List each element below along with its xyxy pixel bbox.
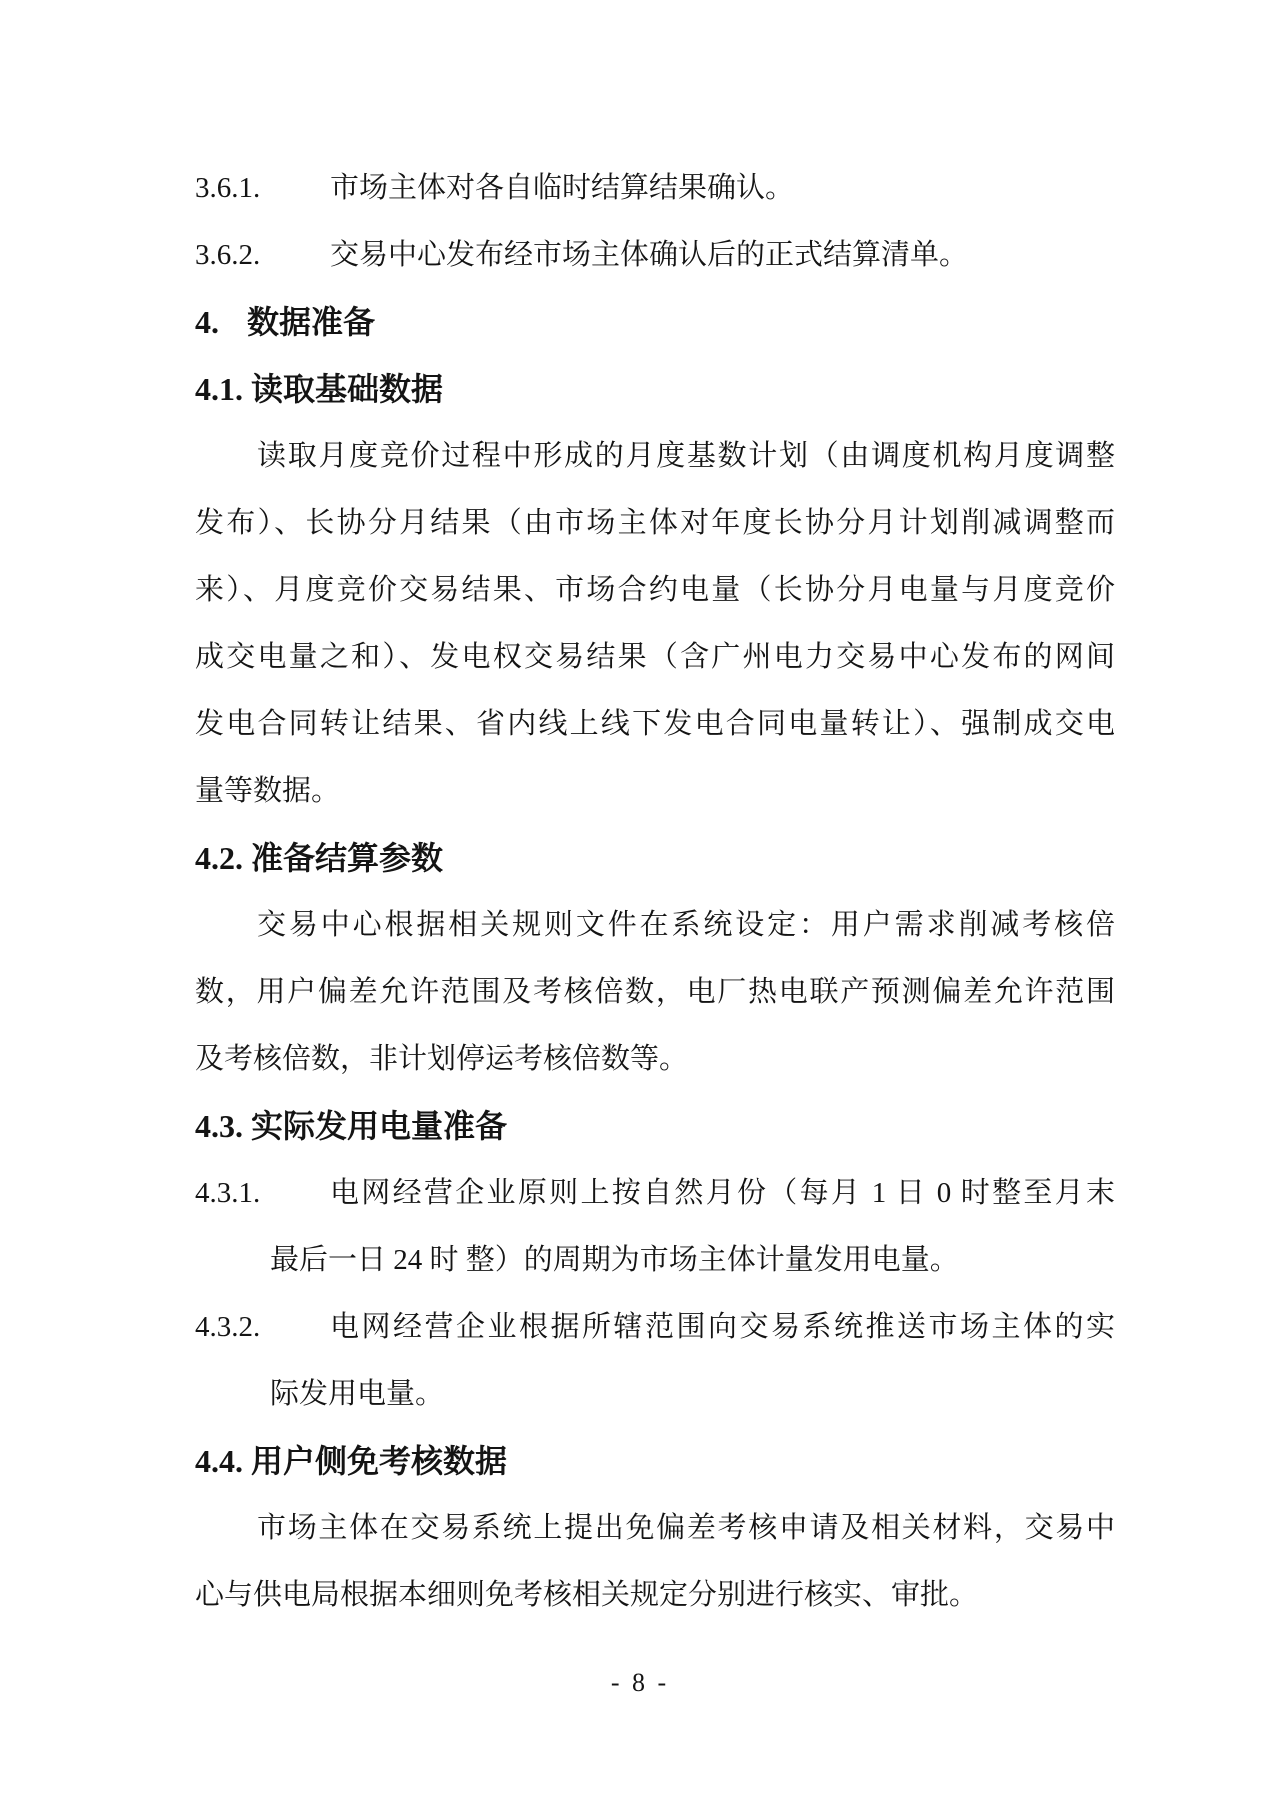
document-line (195, 557, 1115, 624)
document-line (195, 289, 1115, 356)
line-text: 实际发用电量准备 (251, 1108, 508, 1144)
line-text: 用户侧免考核数据 (251, 1443, 508, 1479)
clause-number: 3.6.2. (195, 239, 261, 271)
line-text: 数，用户偏差允许范围及考核倍数，电厂热电联产预测偏差允许范围 (195, 976, 1115, 1008)
document-line (195, 1361, 1115, 1428)
line-text: 准备结算参数 (251, 840, 444, 876)
line-text: 来）、月度竞价交易结果、市场合约电量（长协分月电量与月度竞价 (195, 574, 1115, 606)
document-line (195, 1495, 1115, 1562)
document-line (195, 356, 1115, 423)
document-line (195, 1026, 1115, 1093)
document-line (195, 1294, 1115, 1361)
line-text: 及考核倍数，非计划停运考核倍数等。 (195, 1043, 689, 1075)
document-line (195, 423, 1115, 490)
document-line (195, 691, 1115, 758)
clause-number: 3.6.1. (195, 172, 261, 204)
clause-number: 4.1. (195, 371, 243, 407)
line-text: 数据准备 (247, 304, 376, 340)
clause-number: 4.4. (195, 1443, 243, 1479)
line-text: 电网经营企业原则上按自然月份（每月 1 日 0 时整至月末 (330, 1177, 1115, 1209)
line-text: 市场主体在交易系统上提出免偏差考核申请及相关材料，交易中 (257, 1512, 1115, 1544)
clause-number: 4.3. (195, 1108, 243, 1144)
document-line (195, 1160, 1115, 1227)
document-line (195, 1227, 1115, 1294)
document-line (195, 222, 1115, 289)
line-text: 读取基础数据 (251, 371, 444, 407)
clause-number: 4.2. (195, 840, 243, 876)
document-line (195, 892, 1115, 959)
clause-number: 4.3.2. (195, 1311, 261, 1343)
line-text: 电网经营企业根据所辖范围向交易系统推送市场主体的实 (330, 1311, 1115, 1343)
document-line (195, 155, 1115, 222)
document-line (195, 490, 1115, 557)
line-text: 交易中心根据相关规则文件在系统设定：用户需求削减考核倍 (257, 909, 1115, 941)
document-line (195, 825, 1115, 892)
document-line (195, 758, 1115, 825)
line-text: 心与供电局根据本细则免考核相关规定分别进行核实、审批。 (195, 1579, 979, 1611)
clause-number: 4.3.1. (195, 1177, 261, 1209)
line-text: 交易中心发布经市场主体确认后的正式结算清单。 (330, 239, 969, 271)
line-text: 发电合同转让结果、省内线上线下发电合同电量转让）、强制成交电 (195, 708, 1115, 740)
document-content (195, 155, 1115, 1629)
line-text: 量等数据。 (195, 775, 341, 807)
document-line (195, 624, 1115, 691)
line-text: 发布）、长协分月结果（由市场主体对年度长协分月计划削减调整而 (195, 507, 1115, 539)
line-text: 成交电量之和）、发电权交易结果（含广州电力交易中心发布的网间 (195, 641, 1115, 673)
line-text: 市场主体对各自临时结算结果确认。 (330, 172, 795, 204)
document-line (195, 1562, 1115, 1629)
line-text: 读取月度竞价过程中形成的月度基数计划（由调度机构月度调整 (257, 440, 1115, 472)
line-text: 最后一日 24 时 整）的周期为市场主体计量发用电量。 (270, 1244, 959, 1276)
page-number: - 8 - (610, 1668, 670, 1697)
line-text: 际发用电量。 (270, 1378, 445, 1410)
clause-number: 4. (195, 304, 219, 340)
document-line (195, 959, 1115, 1026)
document-line (195, 1428, 1115, 1495)
document-line (195, 1093, 1115, 1160)
